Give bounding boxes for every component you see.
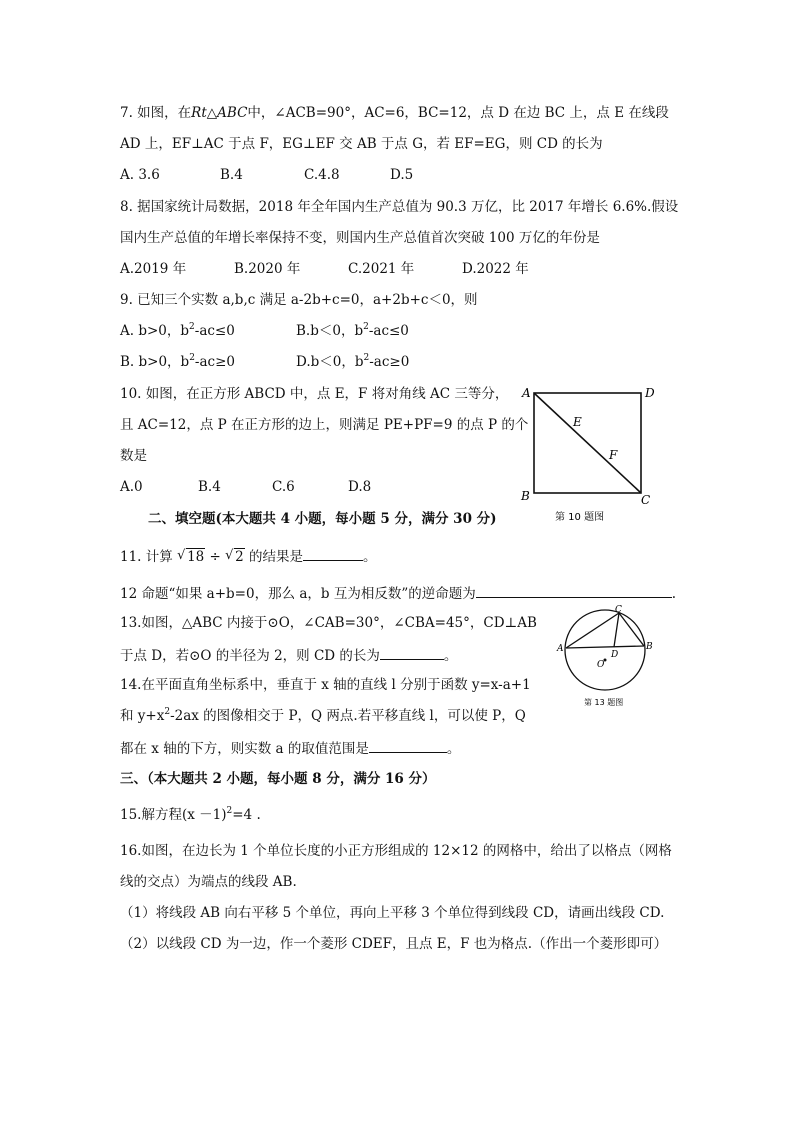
- q8-option-b: B.2020 年: [234, 261, 301, 277]
- segment-cd: [614, 613, 619, 647]
- q13-line1: 13.如图，△ABC 内接于⊙O，∠CAB=30°，∠CBA=45°，CD⊥AB: [120, 615, 537, 631]
- q7-prefix: 7. 如图，在: [120, 105, 192, 121]
- q16-line1: 16.如图，在边长为 1 个单位长度的小正方形组成的 12×12 的网格中，给出了以格点（网格: [120, 843, 672, 859]
- q14-line1: 14.在平面直角坐标系中，垂直于 x 轴的直线 l 分别于函数 y=x-a+1: [120, 677, 531, 693]
- q7-option-b: B.4: [220, 167, 243, 183]
- q16-line2: 线的交点）为端点的线段 AB.: [120, 874, 297, 890]
- q7-option-a: A. 3.6: [120, 167, 160, 183]
- q8-option-d: D.2022 年: [462, 261, 529, 277]
- label-a: A: [557, 644, 564, 654]
- label-d: D: [645, 386, 655, 400]
- q14-answer-blank: [369, 738, 447, 753]
- label-b: B: [521, 489, 530, 503]
- q8-line2: 国内生产总值的年增长率保持不变，则国内生产总值首次突破 100 万亿的年份是: [120, 230, 600, 246]
- q7-line2: AD 上，EF⊥AC 于点 F，EG⊥EF 交 AB 于点 G，若 EF=EG，则 CD 的长为: [120, 136, 603, 152]
- q10-option-c: C.6: [272, 479, 295, 495]
- q7-option-d: D.5: [390, 167, 414, 183]
- q8-option-c: C.2021 年: [348, 261, 415, 277]
- q14-line3: 都在 x 轴的下方，则实数 a 的取值范围是 。: [120, 738, 460, 758]
- section-3-heading: 三、（本大题共 2 小题，每小题 8 分，满分 16 分）: [120, 771, 436, 787]
- q10-line1: 10. 如图，在正方形 ABCD 中，点 E，F 将对角线 AC 三等分，: [120, 386, 509, 402]
- q13-figure-caption: 第 13 题图: [584, 698, 624, 707]
- q10-line2: 且 AC=12，点 P 在正方形的边上，则满足 PE+PF=9 的点 P 的个: [120, 417, 529, 433]
- q8-option-a: A.2019 年: [120, 261, 187, 277]
- q10-line3: 数是: [120, 448, 147, 464]
- q12-answer-blank: [476, 583, 672, 598]
- q15: 15.解方程$(x -1)^2=4$ .: [120, 806, 261, 823]
- q11: 11. 计算 √ 18 ÷ √ 2 的结果是 。: [120, 548, 377, 565]
- section-2-heading: 二、填空题(本大题共 4 小题，每小题 5 分，满分 30 分): [148, 511, 497, 527]
- q11-answer-blank: [303, 546, 363, 561]
- sqrt-2: √ 2: [225, 548, 244, 565]
- q10-option-d: D.8: [348, 479, 372, 495]
- q13-answer-blank: [380, 645, 444, 660]
- diagonal-ac: [534, 393, 641, 493]
- q10-option-a: A.0: [120, 479, 143, 495]
- q7-option-c: C.4.8: [304, 167, 340, 183]
- q14-line2: 和 $y+x^2-2ax$ 的图像相交于 P，Q 两点.若平移直线 l，可以使 P，Q: [120, 707, 526, 724]
- label-e: E: [573, 415, 582, 429]
- q9-option-c: B. b>0，$b^2-ac\ge 0$: [120, 353, 235, 370]
- chord-ac: [566, 613, 619, 648]
- q10-figure-caption: 第 10 题图: [555, 512, 605, 523]
- q9-option-d: D.b＜0，$b^2-ac\ge 0$: [296, 353, 410, 370]
- chord-cb: [619, 613, 644, 646]
- q7-triangle: Rt△ABC: [191, 105, 248, 121]
- label-b: B: [646, 642, 653, 652]
- q13-circle-figure: [552, 605, 662, 710]
- label-d: D: [611, 650, 619, 660]
- q12: 12 命题“如果 a+b=0，那么 a，b 互为相反数”的逆命题为 .: [120, 583, 676, 603]
- q16-sub2: （2）以线段 CD 为一边，作一个菱形 CDEF，且点 E，F 也为格点.（作出一个菱形即可）: [120, 936, 668, 952]
- chord-ab: [566, 646, 644, 648]
- label-c: C: [641, 493, 651, 507]
- q13-line2: 于点 D，若⊙O 的半径为 2，则 CD 的长为 。: [120, 645, 457, 665]
- q9-option-b: B.b＜0，$b^2-ac\le 0$: [296, 322, 409, 339]
- label-c: C: [615, 605, 622, 615]
- q16-sub1: （1）将线段 AB 向右平移 5 个单位，再向上平移 3 个单位得到线段 CD，请画出线段 CD.: [120, 905, 665, 921]
- label-a: A: [522, 386, 531, 400]
- sqrt-18: √ 18: [177, 548, 205, 565]
- q10-square-figure: [515, 380, 665, 525]
- label-o: O: [597, 660, 605, 670]
- q10-option-b: B.4: [198, 479, 221, 495]
- q9-option-a: A. b>0，$b^2-ac\le 0$: [120, 322, 235, 339]
- q7-line1: [120, 104, 669, 122]
- q7-rest: 中，∠ACB=90°，AC=6，BC=12，点 D 在边 BC 上，点 E 在线段: [247, 105, 669, 121]
- q8-line1: 8. 据国家统计局数据，2018 年全年国内生产总值为 90.3 万亿，比 2017 年增长 6.6%.假设: [120, 199, 679, 215]
- label-f: F: [609, 448, 618, 462]
- q9-stem: 9. 已知三个实数 a,b,c 满足 a-2b+c=0，a+2b+c＜0，则: [120, 292, 478, 308]
